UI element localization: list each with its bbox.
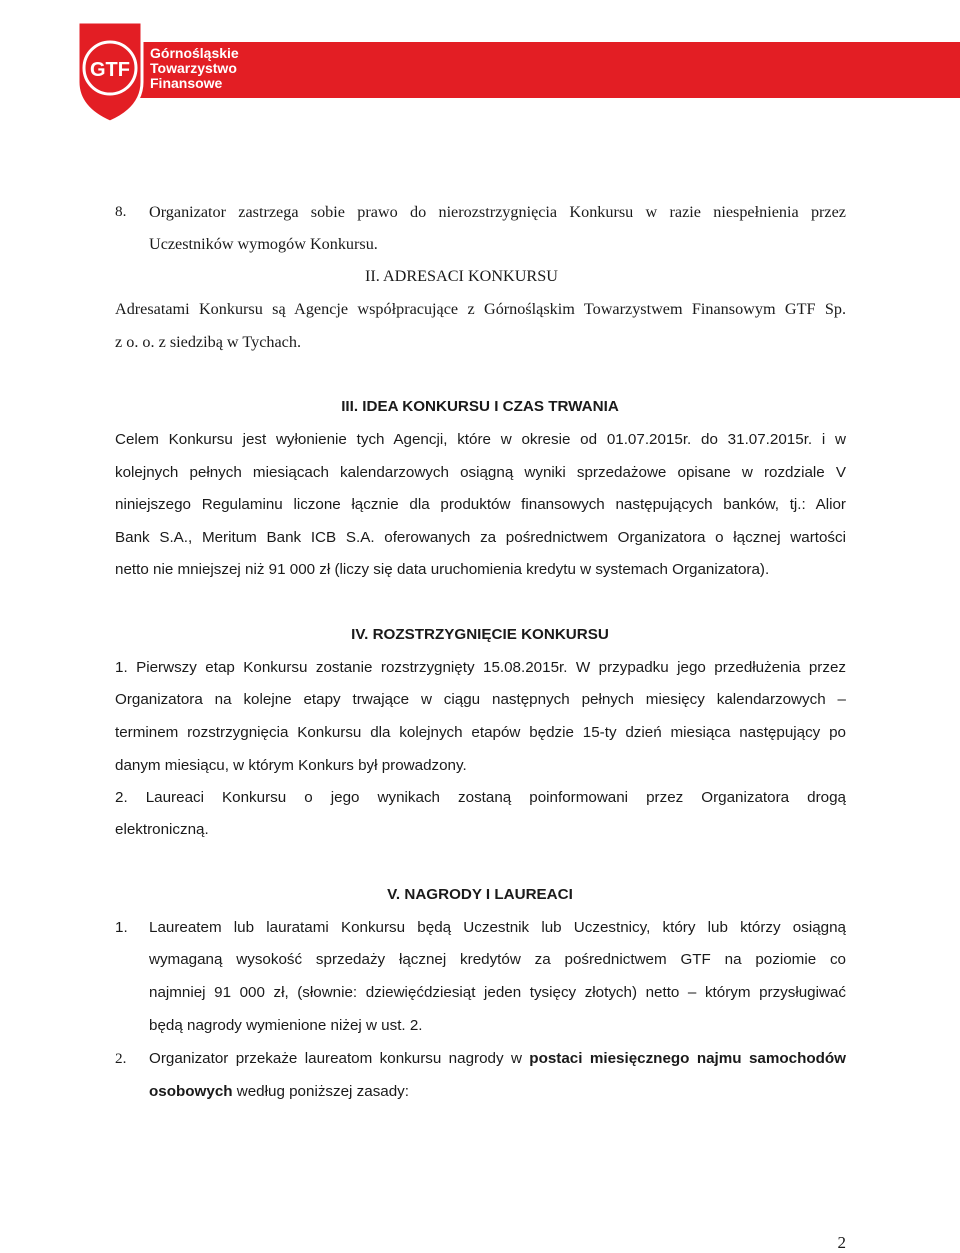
text-run: Organizator przekaże laureatom konkursu nagrody w xyxy=(149,1050,530,1067)
logo-letters: GTF xyxy=(90,59,130,81)
list-item-line xyxy=(149,1082,409,1102)
paragraph-line: netto nie mniejszej niż 91 000 zł (liczy się data uruchomienia kredytu w systemach Organizatora). xyxy=(115,561,770,578)
item8-line: Uczestników wymogów Konkursu. xyxy=(149,235,378,253)
company-name xyxy=(150,46,239,91)
company-line: Górnośląskie xyxy=(150,45,239,61)
list-item-line: Laureatem lub lauratami Konkursu będą Uczestnik lub Uczestnicy, który lub którzy osiągną xyxy=(149,919,846,936)
paragraph-line: danym miesiącu, w którym Konkurs był prowadzony. xyxy=(115,757,467,774)
paragraph-line: 2. Laureaci Konkursu o jego wynikach zostaną poinformowani przez Organizatora drogą xyxy=(115,789,846,806)
section-heading-V: V. NAGRODY I LAUREACI xyxy=(387,886,573,903)
list-item-line xyxy=(149,1049,846,1069)
bold-text-run: osobowych xyxy=(149,1083,233,1100)
paragraph-line: kolejnych pełnych miesiącach kalendarzowych osiągną wyniki sprzedażowe opisane w rozdziale V xyxy=(115,464,846,481)
paragraph-line: niniejszego Regulaminu liczone łącznie dla produktów finansowych następujących banków, tj.: Alior xyxy=(115,496,846,513)
gtf-logo-shield xyxy=(75,20,145,124)
paragraph-line: Adresatami Konkursu są Agencje współpracujące z Górnośląskim Towarzystwem Finansowym GTF Sp. xyxy=(115,300,846,318)
page-header xyxy=(0,0,960,130)
website-link[interactable]: www.GTF.pl xyxy=(765,98,884,121)
item8-line: Organizator zastrzega sobie prawo do nierozstrzygnięcia Konkursu w razie niespełnienia przez xyxy=(149,203,846,221)
paragraph-line: elektroniczną. xyxy=(115,821,209,838)
header-banner xyxy=(120,42,960,121)
paragraph-line: Bank S.A., Meritum Bank ICB S.A. oferowanych za pośrednictwem Organizatora o łącznej wartości xyxy=(115,529,846,546)
section-heading-IV: IV. ROZSTRZYGNIĘCIE KONKURSU xyxy=(351,626,609,643)
list-number: 1. xyxy=(115,919,128,936)
paragraph-line: Celem Konkursu jest wyłonienie tych Agencji, które w okresie od 01.07.2015r. do 31.07.2015r. i w xyxy=(115,431,846,448)
item8-number: 8. xyxy=(115,203,127,220)
section-heading-III: III. IDEA KONKURSU I CZAS TRWANIA xyxy=(341,398,619,415)
text-run: według poniższej zasady: xyxy=(232,1083,409,1100)
company-line: Finansowe xyxy=(150,75,223,91)
paragraph-line: Organizatora na kolejne etapy trwające w ciągu następnych pełnych miesięcy kalendarzowych – xyxy=(115,691,846,708)
section-heading-II: II. ADRESACI KONKURSU xyxy=(365,267,558,285)
bold-text-run: postaci miesięcznego najmu samochodów xyxy=(529,1050,846,1067)
paragraph-line: 1. Pierwszy etap Konkursu zostanie rozstrzygnięty 15.08.2015r. W przypadku jego przedłużenia przez xyxy=(115,659,846,676)
list-item-line: wymaganą wysokość sprzedaży łącznej kredytów za pośrednictwem GTF na poziomie co xyxy=(149,951,846,968)
company-line: Towarzystwo xyxy=(150,60,237,76)
paragraph-line: z o. o. z siedzibą w Tychach. xyxy=(115,333,302,351)
list-number: 2. xyxy=(115,1050,127,1067)
list-item-line: będą nagrody wymienione niżej w ust. 2. xyxy=(149,1017,423,1034)
page-number: 2 xyxy=(837,1233,846,1252)
list-item-line: najmniej 91 000 zł, (słownie: dziewięćdziesiąt jeden tysięcy złotych) netto – którym przysługiwać xyxy=(149,984,846,1001)
paragraph-line: terminem rozstrzygnięcia Konkursu dla kolejnych etapów będzie 15-ty dzień miesiąca następujący po xyxy=(115,724,846,741)
